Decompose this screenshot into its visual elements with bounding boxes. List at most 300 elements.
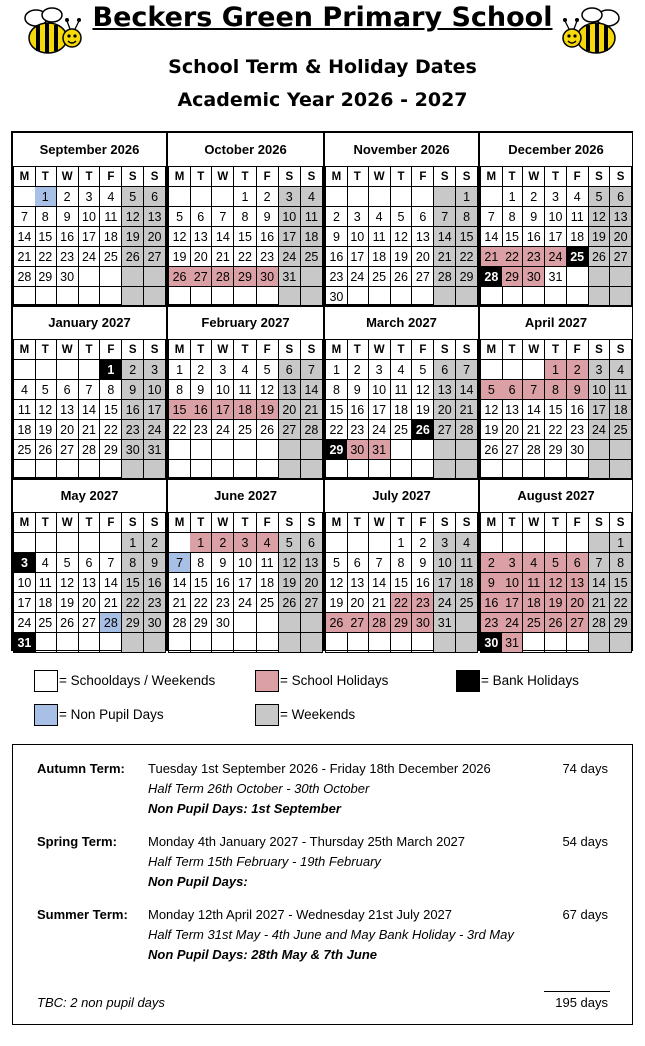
calendar-day: 1 xyxy=(168,360,191,380)
calendar-day: 24 xyxy=(144,420,166,440)
calendar-empty-cell xyxy=(502,533,524,553)
month-title: June 2027 xyxy=(214,488,277,503)
calendar-day: 28 xyxy=(434,267,456,287)
calendar-day: 22 xyxy=(122,593,144,613)
legend-swatch-npd xyxy=(34,704,58,726)
calendar-empty-cell xyxy=(480,187,503,207)
calendar-day: 31 xyxy=(545,267,567,287)
weekday-header: M xyxy=(480,166,503,187)
term-half-term: Half Term 15th February - 19th February xyxy=(148,854,381,869)
calendar-day: 13 xyxy=(567,573,589,593)
calendar-day: 29 xyxy=(35,267,57,287)
calendar-day: 4 xyxy=(13,380,36,400)
term-non-pupil-days: Non Pupil Days: 1st September xyxy=(148,801,341,816)
weekday-header: F xyxy=(100,339,122,360)
calendar-empty-cell xyxy=(391,187,413,207)
calendar-empty-cell xyxy=(434,287,456,307)
weekday-header: M xyxy=(168,512,191,533)
calendar-day: 5 xyxy=(480,380,503,400)
calendar-day: 1 xyxy=(325,360,348,380)
calendar-day: 13 xyxy=(502,400,524,420)
calendar-day: 19 xyxy=(257,400,279,420)
calendar-day: 23 xyxy=(347,420,369,440)
calendar-day: 11 xyxy=(610,380,632,400)
calendar-day: 15 xyxy=(610,573,632,593)
calendar-day: 26 xyxy=(325,613,348,633)
calendar-day: 21 xyxy=(168,593,191,613)
calendar-day: 30 xyxy=(57,267,79,287)
calendar-day: 4 xyxy=(456,533,478,553)
calendar-day: 24 xyxy=(347,267,369,287)
calendar-day: 13 xyxy=(279,380,301,400)
calendar-day: 17 xyxy=(589,400,611,420)
calendar-day: 3 xyxy=(144,360,166,380)
calendar-empty-cell xyxy=(589,287,611,307)
calendar-empty-cell xyxy=(369,533,391,553)
calendar-day: 22 xyxy=(610,593,632,613)
calendar-empty-cell xyxy=(456,440,478,460)
calendar-empty-cell xyxy=(190,287,212,307)
month-calendar xyxy=(167,132,324,305)
calendar-empty-cell xyxy=(79,533,101,553)
calendar-day: 20 xyxy=(412,247,434,267)
month-title: September 2026 xyxy=(39,142,140,157)
calendar-day: 19 xyxy=(57,593,79,613)
legend-swatch-holidays xyxy=(255,670,279,692)
calendar-empty-cell xyxy=(35,633,57,653)
weekday-header: W xyxy=(369,166,391,187)
calendar-day: 11 xyxy=(100,207,122,227)
calendar-day: 10 xyxy=(502,573,524,593)
calendar-day: 4 xyxy=(100,187,122,207)
calendar-empty-cell xyxy=(589,633,611,653)
calendar-day: 14 xyxy=(456,380,478,400)
calendar-empty-cell xyxy=(567,267,589,287)
calendar-empty-cell xyxy=(456,613,478,633)
calendar-day: 27 xyxy=(502,440,524,460)
weekday-header: F xyxy=(100,512,122,533)
month-title: November 2026 xyxy=(353,142,450,157)
calendar-day: 27 xyxy=(190,267,212,287)
calendar-empty-cell xyxy=(347,287,369,307)
calendar-day: 3 xyxy=(234,533,256,553)
term-dates: Monday 4th January 2027 - Thursday 25th March 2027 xyxy=(148,834,466,849)
calendar-empty-cell xyxy=(13,533,36,553)
calendar-empty-cell xyxy=(610,287,632,307)
calendar-day: 25 xyxy=(301,247,323,267)
weekday-header: S xyxy=(122,339,144,360)
calendar-day: 3 xyxy=(79,187,101,207)
calendar-day: 25 xyxy=(369,267,391,287)
legend-swatch-bank xyxy=(456,670,480,692)
calendar-empty-cell xyxy=(502,360,524,380)
calendar-empty-cell xyxy=(412,460,434,480)
calendar-day: 21 xyxy=(100,593,122,613)
calendar-day: 18 xyxy=(610,400,632,420)
calendar-day: 21 xyxy=(480,247,503,267)
calendar-day: 11 xyxy=(391,380,413,400)
weekday-header: F xyxy=(257,512,279,533)
calendar-day: 7 xyxy=(168,553,191,573)
calendar-empty-cell xyxy=(523,287,545,307)
calendar-day: 26 xyxy=(589,247,611,267)
weekday-header: T xyxy=(35,166,57,187)
calendar-day: 14 xyxy=(434,227,456,247)
calendar-empty-cell xyxy=(257,633,279,653)
calendar-day: 22 xyxy=(190,593,212,613)
calendar-day: 6 xyxy=(502,380,524,400)
calendar-day: 28 xyxy=(100,613,122,633)
calendar-day: 18 xyxy=(567,227,589,247)
weekday-header: W xyxy=(523,339,545,360)
calendar-day: 27 xyxy=(301,593,323,613)
calendar-empty-cell xyxy=(234,613,256,633)
calendar-day: 25 xyxy=(257,593,279,613)
calendar-day: 4 xyxy=(301,187,323,207)
calendar-day: 16 xyxy=(567,400,589,420)
calendar-empty-cell xyxy=(412,187,434,207)
weekday-header: T xyxy=(347,512,369,533)
weekday-header: T xyxy=(391,512,413,533)
calendar-empty-cell xyxy=(545,633,567,653)
calendar-day: 22 xyxy=(391,593,413,613)
calendar-day: 3 xyxy=(589,360,611,380)
calendar-day: 4 xyxy=(369,207,391,227)
term-days: 54 days xyxy=(562,834,608,849)
calendar-empty-cell xyxy=(144,633,166,653)
calendar-day: 28 xyxy=(480,267,503,287)
calendar-day: 6 xyxy=(567,553,589,573)
calendar-day: 22 xyxy=(456,247,478,267)
calendar-empty-cell xyxy=(480,460,503,480)
calendar-day: 7 xyxy=(456,360,478,380)
weekday-header: F xyxy=(567,166,589,187)
month-calendar xyxy=(479,305,633,478)
weekday-header: W xyxy=(57,339,79,360)
calendar-day: 16 xyxy=(325,247,348,267)
calendar-day: 19 xyxy=(35,420,57,440)
weekday-header: T xyxy=(79,166,101,187)
calendar-day: 19 xyxy=(122,227,144,247)
term-days: 67 days xyxy=(562,907,608,922)
calendar-day: 24 xyxy=(369,420,391,440)
calendar-day: 28 xyxy=(456,420,478,440)
calendar-empty-cell xyxy=(523,460,545,480)
calendar-day: 25 xyxy=(234,420,256,440)
calendar-day: 25 xyxy=(456,593,478,613)
calendar-day: 1 xyxy=(122,533,144,553)
calendar-day: 13 xyxy=(301,553,323,573)
calendar-day: 26 xyxy=(35,440,57,460)
calendar-day: 20 xyxy=(144,227,166,247)
calendar-day: 18 xyxy=(13,420,36,440)
calendar-day: 24 xyxy=(13,613,36,633)
calendar-day: 18 xyxy=(234,400,256,420)
month-calendar xyxy=(12,132,167,305)
calendar-day: 17 xyxy=(234,573,256,593)
weekday-header: T xyxy=(502,339,524,360)
calendar-empty-cell xyxy=(545,460,567,480)
calendar-day: 22 xyxy=(234,247,256,267)
calendar-day: 11 xyxy=(523,573,545,593)
calendar-day: 1 xyxy=(456,187,478,207)
weekday-header: S xyxy=(589,512,611,533)
calendar-day: 29 xyxy=(234,267,256,287)
calendar-day: 27 xyxy=(79,613,101,633)
calendar-day: 10 xyxy=(234,553,256,573)
calendar-day: 4 xyxy=(257,533,279,553)
calendar-empty-cell xyxy=(610,267,632,287)
month-title: August 2027 xyxy=(517,488,595,503)
calendar-empty-cell xyxy=(301,633,323,653)
calendar-day: 18 xyxy=(100,227,122,247)
calendar-grid xyxy=(11,131,633,651)
calendar-empty-cell xyxy=(369,187,391,207)
month-calendar xyxy=(479,132,633,305)
calendar-empty-cell xyxy=(610,633,632,653)
calendar-day: 26 xyxy=(391,267,413,287)
weekday-header: T xyxy=(190,339,212,360)
calendar-day: 21 xyxy=(369,593,391,613)
calendar-day: 18 xyxy=(257,573,279,593)
calendar-day: 13 xyxy=(347,573,369,593)
calendar-empty-cell xyxy=(523,360,545,380)
legend-swatch-weekends xyxy=(255,704,279,726)
calendar-day: 30 xyxy=(412,613,434,633)
calendar-day: 26 xyxy=(279,593,301,613)
calendar-day: 9 xyxy=(122,380,144,400)
weekday-header: S xyxy=(610,512,632,533)
calendar-day: 22 xyxy=(100,420,122,440)
weekday-header: S xyxy=(301,512,323,533)
weekday-header: W xyxy=(57,166,79,187)
calendar-empty-cell xyxy=(234,460,256,480)
weekday-header: T xyxy=(234,339,256,360)
calendar-day: 20 xyxy=(79,593,101,613)
weekday-header: M xyxy=(325,512,348,533)
month-title: October 2026 xyxy=(204,142,287,157)
calendar-empty-cell xyxy=(347,633,369,653)
calendar-day: 25 xyxy=(610,420,632,440)
calendar-day: 11 xyxy=(35,573,57,593)
weekday-header: M xyxy=(480,512,503,533)
calendar-empty-cell xyxy=(79,633,101,653)
calendar-day: 3 xyxy=(545,187,567,207)
calendar-empty-cell xyxy=(122,287,144,307)
calendar-day: 22 xyxy=(545,420,567,440)
calendar-empty-cell xyxy=(523,633,545,653)
calendar-empty-cell xyxy=(168,287,191,307)
calendar-empty-cell xyxy=(35,460,57,480)
calendar-day: 1 xyxy=(610,533,632,553)
weekday-header: F xyxy=(412,339,434,360)
weekday-header: T xyxy=(79,512,101,533)
calendar-empty-cell xyxy=(412,287,434,307)
term-days: 74 days xyxy=(562,761,608,776)
weekday-header: F xyxy=(412,166,434,187)
calendar-empty-cell xyxy=(212,440,234,460)
calendar-day: 16 xyxy=(347,400,369,420)
calendar-empty-cell xyxy=(190,187,212,207)
calendar-day: 2 xyxy=(190,360,212,380)
calendar-day: 30 xyxy=(567,440,589,460)
calendar-empty-cell xyxy=(325,187,348,207)
calendar-empty-cell xyxy=(212,460,234,480)
calendar-day: 9 xyxy=(480,573,503,593)
weekday-header: T xyxy=(35,512,57,533)
calendar-day: 3 xyxy=(434,533,456,553)
legend-label: = Schooldays / Weekends xyxy=(59,673,216,688)
calendar-day: 24 xyxy=(234,593,256,613)
calendar-empty-cell xyxy=(279,287,301,307)
calendar-empty-cell xyxy=(567,287,589,307)
calendar-empty-cell xyxy=(190,633,212,653)
calendar-day: 21 xyxy=(589,593,611,613)
calendar-day: 4 xyxy=(610,360,632,380)
calendar-empty-cell xyxy=(57,633,79,653)
calendar-day: 6 xyxy=(412,207,434,227)
calendar-day: 2 xyxy=(144,533,166,553)
calendar-day: 20 xyxy=(610,227,632,247)
calendar-empty-cell xyxy=(480,360,503,380)
calendar-day: 21 xyxy=(434,247,456,267)
weekday-header: S xyxy=(456,512,478,533)
calendar-empty-cell xyxy=(13,187,36,207)
calendar-day: 28 xyxy=(79,440,101,460)
calendar-day: 3 xyxy=(347,207,369,227)
calendar-empty-cell xyxy=(434,633,456,653)
calendar-day: 27 xyxy=(412,267,434,287)
calendar-day: 28 xyxy=(369,613,391,633)
weekday-header: F xyxy=(257,339,279,360)
month-title: April 2027 xyxy=(524,315,588,330)
calendar-day: 7 xyxy=(212,207,234,227)
calendar-empty-cell xyxy=(234,287,256,307)
calendar-day: 23 xyxy=(257,247,279,267)
calendar-day: 17 xyxy=(545,227,567,247)
calendar-day: 3 xyxy=(279,187,301,207)
calendar-day: 10 xyxy=(589,380,611,400)
calendar-day: 10 xyxy=(369,380,391,400)
calendar-day: 29 xyxy=(325,440,348,460)
calendar-day: 9 xyxy=(212,553,234,573)
calendar-day: 6 xyxy=(610,187,632,207)
calendar-day: 26 xyxy=(412,420,434,440)
calendar-day: 2 xyxy=(57,187,79,207)
calendar-day: 9 xyxy=(190,380,212,400)
calendar-day: 29 xyxy=(391,613,413,633)
calendar-day: 9 xyxy=(523,207,545,227)
calendar-day: 13 xyxy=(57,400,79,420)
calendar-empty-cell xyxy=(589,533,611,553)
calendar-day: 6 xyxy=(279,360,301,380)
weekday-header: S xyxy=(610,166,632,187)
weekday-header: T xyxy=(190,166,212,187)
calendar-day: 26 xyxy=(168,267,191,287)
calendar-day: 31 xyxy=(144,440,166,460)
calendar-day: 11 xyxy=(301,207,323,227)
calendar-day: 19 xyxy=(480,420,503,440)
weekday-header: F xyxy=(257,166,279,187)
calendar-empty-cell xyxy=(589,440,611,460)
calendar-day: 5 xyxy=(545,553,567,573)
calendar-day: 8 xyxy=(234,207,256,227)
weekday-header: T xyxy=(35,339,57,360)
calendar-empty-cell xyxy=(279,613,301,633)
calendar-empty-cell xyxy=(190,440,212,460)
calendar-day: 3 xyxy=(13,553,36,573)
calendar-day: 25 xyxy=(391,420,413,440)
calendar-day: 4 xyxy=(523,553,545,573)
calendar-empty-cell xyxy=(456,633,478,653)
calendar-day: 10 xyxy=(144,380,166,400)
legend-swatch-schooldays xyxy=(34,670,58,692)
calendar-day: 5 xyxy=(589,187,611,207)
calendar-day: 3 xyxy=(502,553,524,573)
month-title: February 2027 xyxy=(201,315,290,330)
calendar-day: 17 xyxy=(369,400,391,420)
calendar-day: 2 xyxy=(412,533,434,553)
subtitle-term-dates: School Term & Holiday Dates xyxy=(168,56,477,78)
calendar-empty-cell xyxy=(610,440,632,460)
calendar-day: 10 xyxy=(13,573,36,593)
calendar-day: 14 xyxy=(301,380,323,400)
weekday-header: T xyxy=(545,512,567,533)
calendar-empty-cell xyxy=(369,633,391,653)
calendar-empty-cell xyxy=(234,440,256,460)
calendar-empty-cell xyxy=(589,267,611,287)
calendar-day: 19 xyxy=(279,573,301,593)
calendar-day: 30 xyxy=(144,613,166,633)
month-title: January 2027 xyxy=(48,315,131,330)
calendar-day: 26 xyxy=(480,440,503,460)
month-calendar xyxy=(167,305,324,478)
calendar-empty-cell xyxy=(190,460,212,480)
calendar-day: 1 xyxy=(234,187,256,207)
weekday-header: S xyxy=(144,166,166,187)
calendar-day: 21 xyxy=(79,420,101,440)
calendar-day: 31 xyxy=(279,267,301,287)
weekday-header: S xyxy=(279,166,301,187)
calendar-day: 22 xyxy=(325,420,348,440)
weekday-header: M xyxy=(13,166,36,187)
calendar-day: 15 xyxy=(545,400,567,420)
calendar-day: 2 xyxy=(212,533,234,553)
calendar-day: 26 xyxy=(122,247,144,267)
calendar-day: 7 xyxy=(79,380,101,400)
calendar-empty-cell xyxy=(412,633,434,653)
legend-label: = Bank Holidays xyxy=(481,673,579,688)
weekday-header: W xyxy=(212,512,234,533)
calendar-day: 27 xyxy=(567,613,589,633)
calendar-day: 12 xyxy=(412,380,434,400)
calendar-empty-cell xyxy=(57,533,79,553)
month-calendar xyxy=(324,132,479,305)
weekday-header: S xyxy=(279,339,301,360)
term-name: Spring Term: xyxy=(37,834,117,849)
weekday-header: S xyxy=(301,166,323,187)
calendar-day: 6 xyxy=(144,187,166,207)
calendar-day: 17 xyxy=(347,247,369,267)
calendar-day: 21 xyxy=(456,400,478,420)
calendar-day: 28 xyxy=(212,267,234,287)
calendar-day: 16 xyxy=(57,227,79,247)
month-calendar xyxy=(12,305,167,478)
calendar-day: 15 xyxy=(456,227,478,247)
calendar-day: 2 xyxy=(480,553,503,573)
calendar-day: 8 xyxy=(100,380,122,400)
calendar-day: 20 xyxy=(190,247,212,267)
